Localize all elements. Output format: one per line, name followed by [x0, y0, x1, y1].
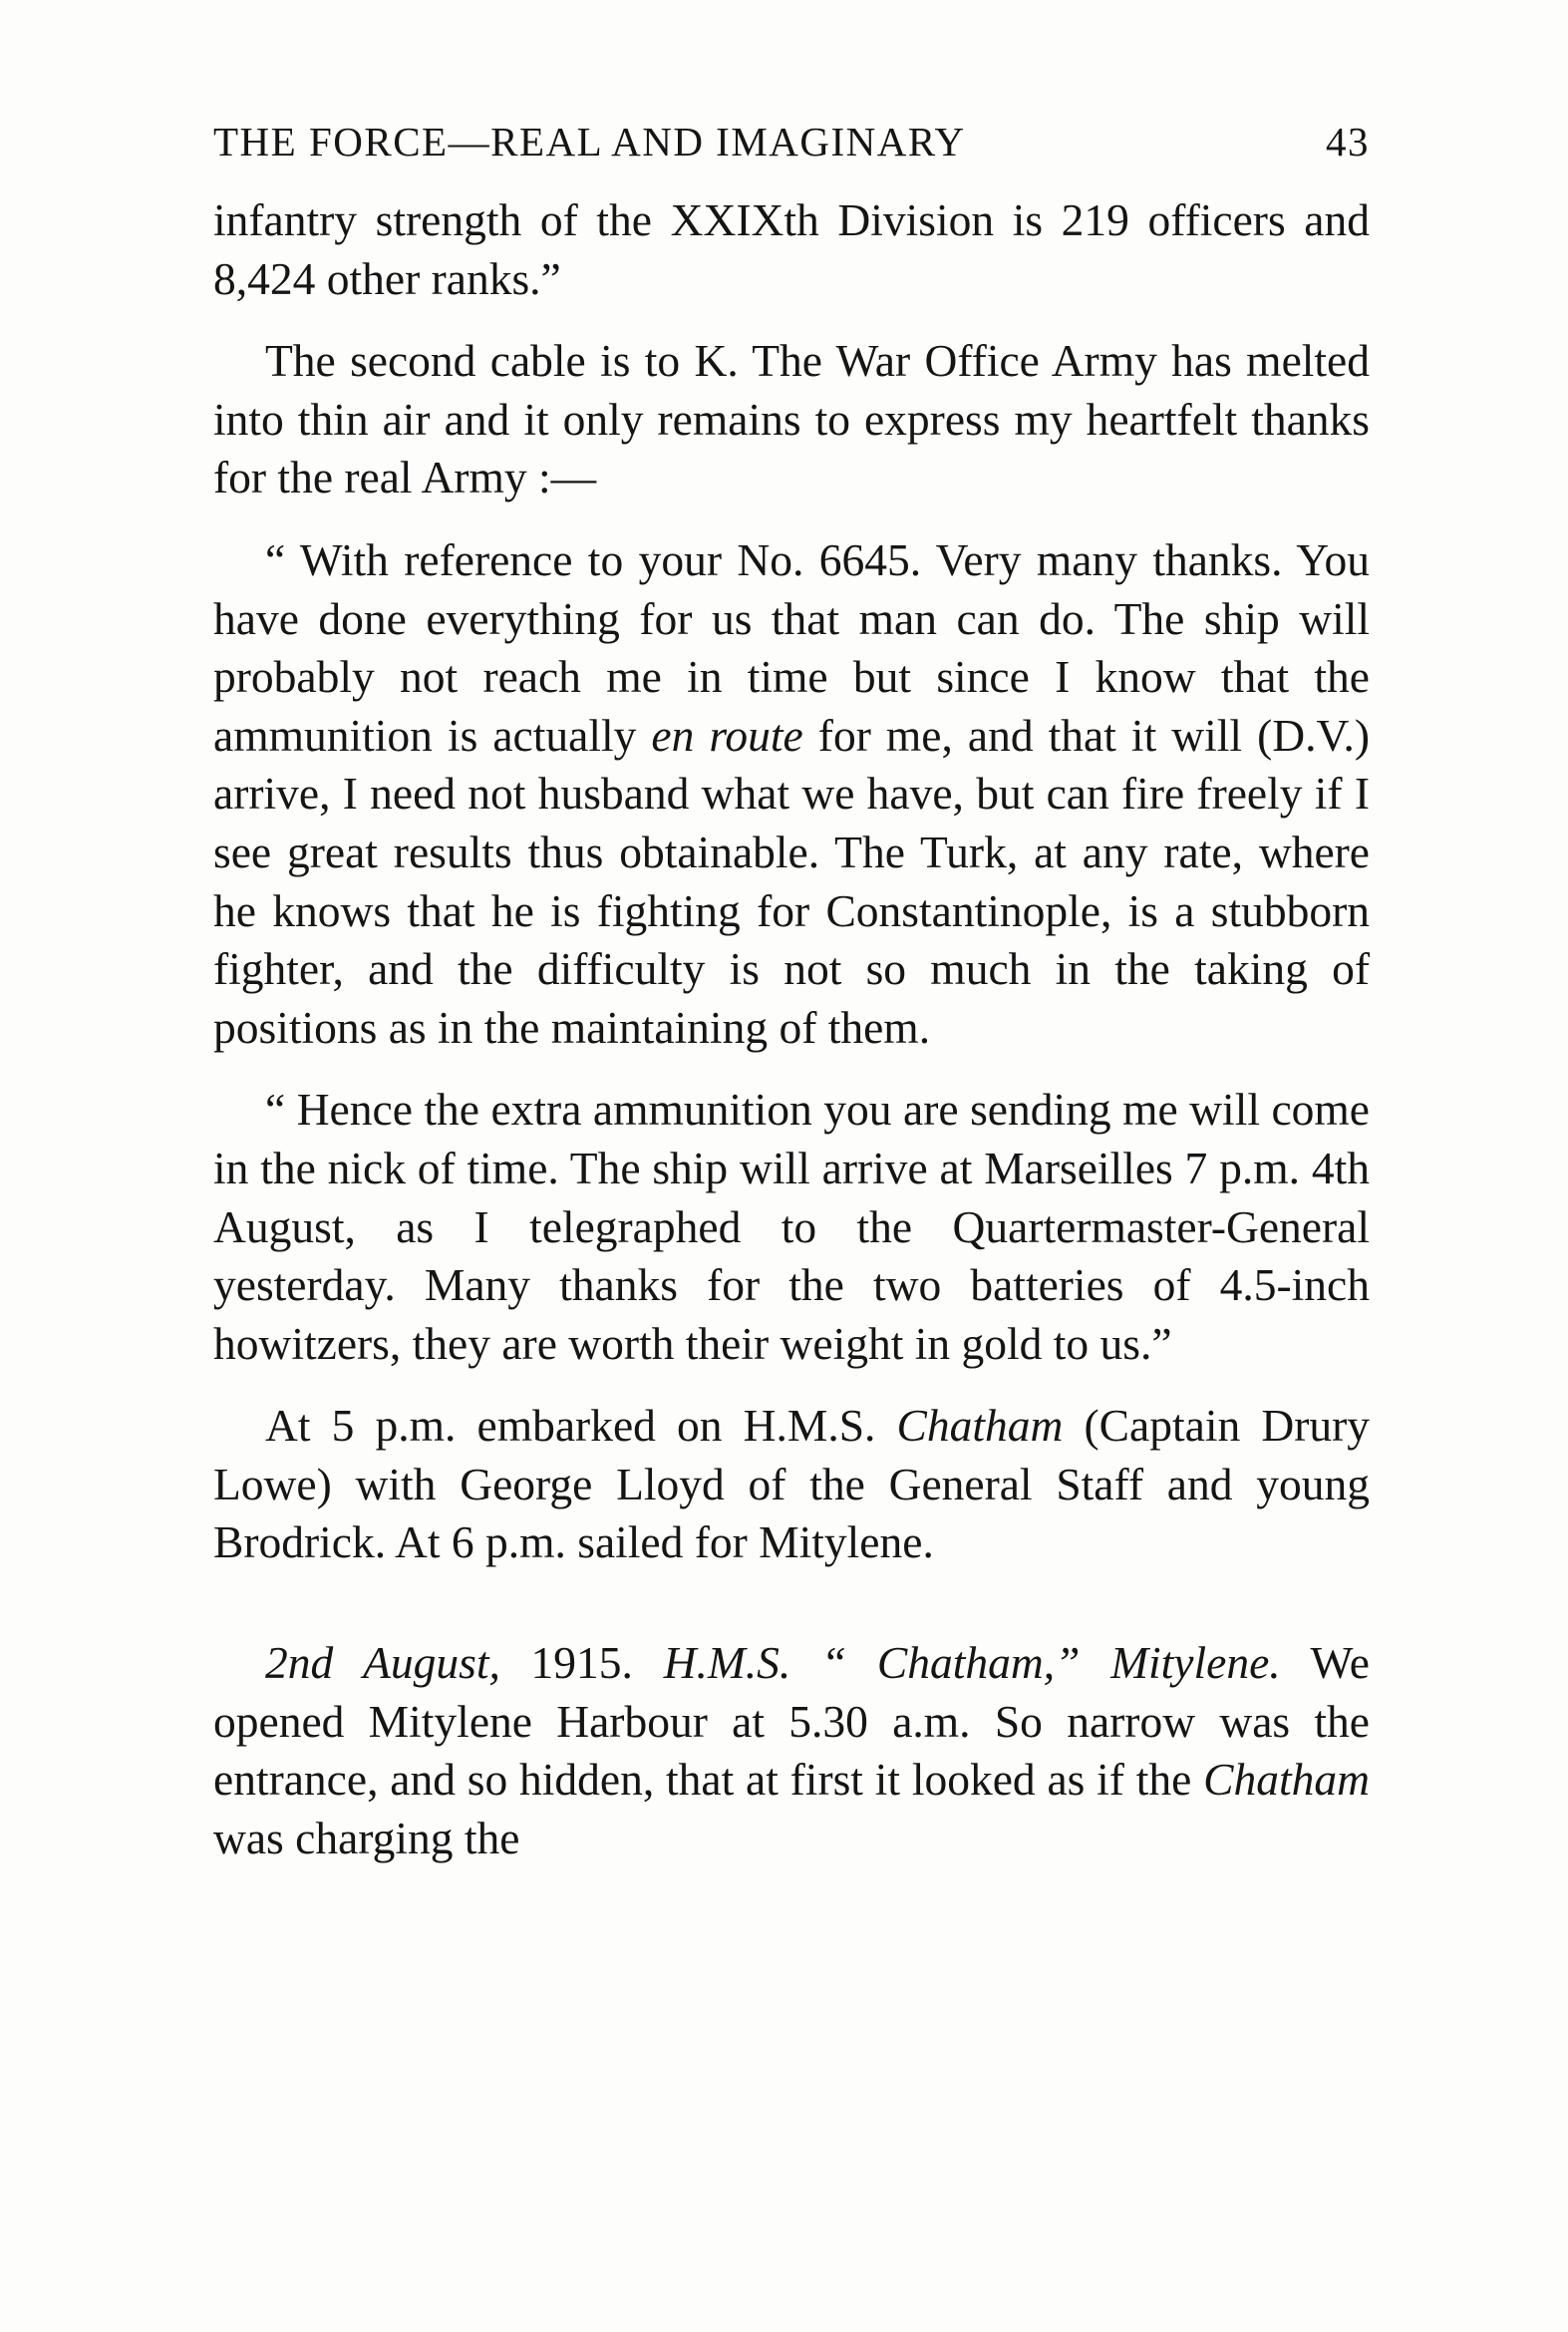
- page-number: 43: [1326, 119, 1370, 165]
- paragraph-second-cable: [213, 332, 1370, 507]
- running-title: THE FORCE—REAL AND IMAGINARY: [213, 119, 966, 165]
- entry-date: 2nd August,: [265, 1637, 500, 1689]
- paragraph-embarkation: [213, 1397, 1370, 1572]
- paragraph-continuation: [213, 191, 1370, 308]
- paragraph-text: “ With reference to your No. 6645. Very many thanks. You have done everything for us that man can do. The ship will probably not reach me in time but since I know that the ammunition is actually: [213, 533, 1370, 761]
- ship-name: Chatham: [1203, 1754, 1370, 1806]
- page-header: [213, 118, 1370, 187]
- paragraph-cable-quote-2: [213, 1081, 1370, 1373]
- paragraph-text: The second cable is to K. The War Office Army has melted into thin air and it only remains to express my heartfelt thanks for the real Army :—: [213, 335, 1370, 503]
- italic-phrase: en route: [651, 709, 803, 761]
- paragraph-text: “ Hence the extra ammunition you are sending me will come in the nick of time. The ship will arrive at Marseilles 7 p.m. 4th August, as I telegraphed to the Quartermaster-General yesterday. Many thanks for the two batteries of 4.5-inch howitzers, they are worth their weight in gold to us.”: [213, 1084, 1370, 1369]
- paragraph-cable-quote-1: [213, 531, 1370, 1057]
- diary-entry-2-august: [213, 1634, 1370, 1867]
- paragraph-text: We opened Mitylene Harbour at 5.30 a.m. So narrow was the entrance, and so hidden, that at first it looked as if the: [213, 1637, 1370, 1806]
- entry-location: H.M.S. “ Chatham,” Mitylene.: [663, 1637, 1281, 1689]
- ship-name: Chatham: [896, 1400, 1064, 1452]
- paragraph-text: infantry strength of the XXIXth Division is 219 officers and 8,424 other ranks.”: [213, 194, 1370, 304]
- paragraph-text: (Captain Drury Lowe) with George Lloyd of the General Staff and young Brodrick. At 6 p.m. sailed for Mitylene.: [213, 1400, 1370, 1568]
- paragraph-text: for me, and that it will (D.V.) arrive, I need not husband what we have, but can fire freely if I see great results thus obtainable. The Turk, at any rate, where he knows that he is fighting for Constantinople, is a stubborn fighter, and the difficulty is not so much in the taking of positions as in the maintaining of them.: [213, 709, 1370, 1053]
- entry-year: 1915.: [499, 1637, 664, 1689]
- body-text: [213, 191, 1370, 1891]
- paragraph-text: was charging the: [213, 1812, 520, 1863]
- paragraph-text: At 5 p.m. embarked on H.M.S.: [265, 1400, 897, 1452]
